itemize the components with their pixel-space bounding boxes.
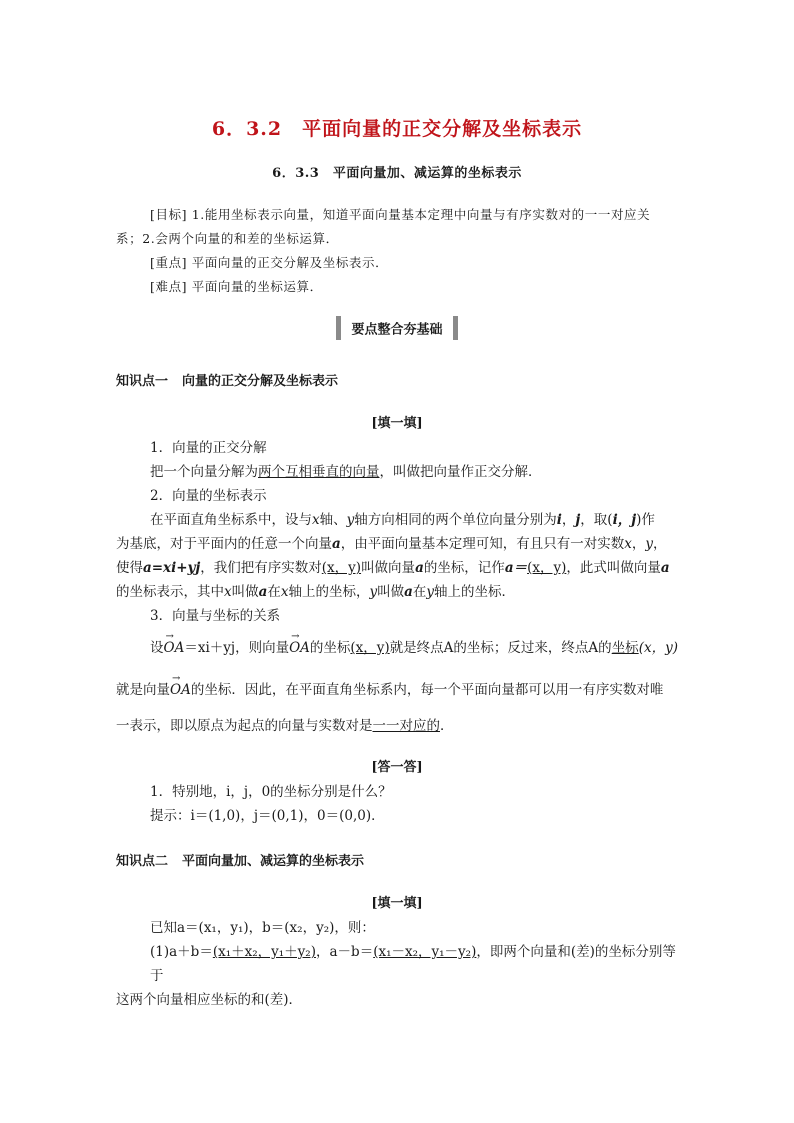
qa-question: 1．特别地，i，j，0的坐标分别是什么？ — [150, 784, 392, 800]
s3-title: 3．向量与坐标的关系 — [150, 608, 281, 624]
kp1-fill-label: [填一填] — [371, 416, 423, 431]
s3-underlined-answer-2: 坐标 — [611, 640, 639, 656]
s3-body-2 — [116, 678, 682, 702]
knowledge-point-2-heading — [116, 850, 364, 869]
banner-bar-right — [453, 316, 458, 340]
s2-line4: 的坐标表示，其中x叫做a在x轴上的坐标，y叫做a在y轴上的坐标． — [116, 584, 516, 600]
s3-line1: 设→ OA＝xi＋yj，则向量→ OA的坐标(x，y)就是终点A的坐标；反过来，终点A的坐标(x，y) — [116, 636, 682, 660]
s3-body — [116, 636, 682, 660]
page-title: 6．3.2 平面向量的正交分解及坐标表示 — [211, 118, 583, 140]
s2-underlined-answer-2: (x，y) — [527, 560, 567, 576]
s3-underlined-answer-3: 一一对应的 — [372, 718, 440, 734]
goal-difficulty: [难点] 平面向量的坐标运算． — [150, 279, 323, 294]
s2-line2: 为基底，对于平面内的任意一个向量a，由平面向量基本定理可知，有且只有一对实数x，y， — [116, 536, 667, 552]
learning-goals — [116, 203, 682, 299]
kp1-label: 知识点一 — [116, 374, 169, 389]
s2-line1: 在平面直角坐标系中，设与x轴、y轴方向相同的两个单位向量分别为i，j，取(i，j)作 — [150, 512, 655, 528]
qa-label: [答一答] — [371, 760, 423, 775]
goal-key-point: [重点] 平面向量的正交分解及坐标表示． — [150, 255, 389, 270]
s1-underlined-answer: 两个互相垂直的向量 — [258, 464, 380, 480]
knowledge-point-1-heading — [116, 370, 338, 389]
section-banner — [0, 316, 794, 340]
s2-title: 2．向量的坐标表示 — [150, 488, 267, 504]
s3-underlined-answer-1: (x，y) — [350, 640, 390, 656]
goal-target-line2: 系；2.会两个向量的和差的坐标运算． — [116, 231, 339, 246]
kp2-line2: (1)a＋b＝(x₁＋x₂，y₁＋y₂)，a－b＝(x₁－x₂，y₁－y₂)，即两个向量和(差)的坐标分别等于 — [150, 944, 676, 984]
qa-hint: 提示：i＝(1,0)，j＝(0,1)，0＝(0,0)． — [150, 808, 385, 824]
kp2-title: 平面向量加、减运算的坐标表示 — [182, 854, 365, 869]
banner-text: 要点整合夯基础 — [351, 322, 443, 338]
s2-line3: 使得a=xi+yj，我们把有序实数对(x，y)叫做向量a的坐标，记作a＝(x，y)，此式叫做向量a — [116, 560, 670, 576]
kp1-body — [116, 436, 682, 628]
goal-target-line1: [目标] 1.能用坐标表示向量，知道平面向量基本定理中向量与有序实数对的一一对应关 — [150, 207, 651, 222]
kp2-fill-label: [填一填] — [371, 896, 423, 911]
s1-title: 1．向量的正交分解 — [150, 440, 267, 456]
banner-bar-left — [336, 316, 341, 340]
kp2-underlined-sum: (x₁＋x₂，y₁＋y₂) — [212, 944, 316, 960]
kp2-label: 知识点二 — [116, 854, 169, 869]
s3-line2: 就是向量→ OA的坐标．因此，在平面直角坐标系内，每一个平面向量都可以用一有序实数对唯 — [116, 678, 682, 702]
kp1-title: 向量的正交分解及坐标表示 — [182, 374, 339, 389]
kp2-underlined-diff: (x₁－x₂，y₁－y₂) — [373, 944, 477, 960]
s3-body-3 — [116, 714, 682, 738]
kp2-line3: 这两个向量相应坐标的和(差)． — [116, 992, 303, 1008]
kp2-line1: 已知a＝(x₁，y₁)，b＝(x₂，y₂)，则： — [150, 920, 375, 936]
s2-underlined-answer-1: (x，y) — [321, 560, 362, 576]
s3-line3: 一表示，即以原点为起点的向量与实数对是一一对应的． — [116, 718, 454, 734]
kp2-body — [116, 916, 682, 1012]
page-subtitle: 6．3.3 平面向量加、减运算的坐标表示 — [272, 166, 522, 181]
qa-body — [116, 780, 682, 828]
s1-text: 把一个向量分解为两个互相垂直的向量，叫做把向量作正交分解． — [150, 464, 542, 480]
